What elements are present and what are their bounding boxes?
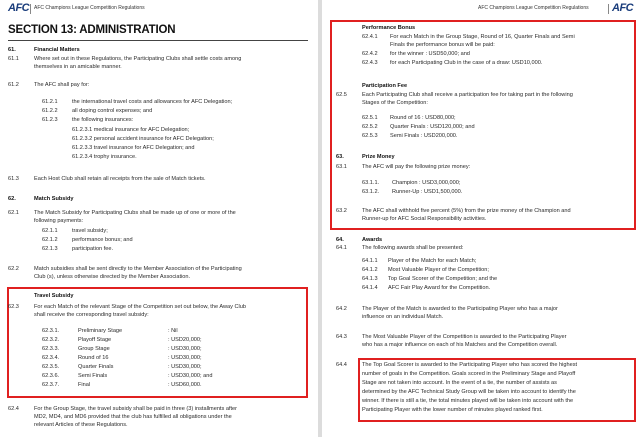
clause-text: determined by the AFC Technical Study Group will be taken into account to identify the xyxy=(362,389,576,395)
list-item-text: travel subsidy; xyxy=(72,228,108,234)
list-item-number: 61.2.3 xyxy=(42,117,58,123)
list-item-number: 63.1.1. xyxy=(362,180,380,186)
header-title: AFC Champions League Competition Regulations xyxy=(34,5,145,11)
clause-number: 61.3 xyxy=(8,176,19,182)
clause-text: who has a major influence on each of his Matches and the Competition overall. xyxy=(362,342,558,348)
clause-text: Club (s), unless otherwise directed by the Member Association. xyxy=(34,274,191,280)
clause-text: Runner-up for AFC Social Responsibility activities. xyxy=(362,216,487,222)
clause-text: Each Participating Club shall receive a participation fee for taking part in the following xyxy=(362,92,573,98)
list-item-number: 62.4.1 xyxy=(362,34,378,40)
list-item-text: Champion : USD3,000,000; xyxy=(392,180,461,186)
sub-list-item: 61.2.3.2 personal accident insurance for AFC Delegation; xyxy=(72,136,214,142)
clause-number: 61.1 xyxy=(8,56,19,62)
clause-text: The Most Valuable Player of the Competition is awarded to the Participating Player xyxy=(362,334,567,340)
clause-text: Each Host Club shall retain all receipts from the sale of Match tickets. xyxy=(34,176,206,182)
list-item-text: for the winner : USD50,000; and xyxy=(390,51,470,57)
travel-row-amount: : Nil xyxy=(168,328,178,334)
article-63-title: Prize Money xyxy=(362,154,395,160)
list-item-text: Semi Finals : USD200,000. xyxy=(390,133,458,139)
travel-row-number: 62.3.1. xyxy=(42,328,60,334)
list-item-text: Finals the performance bonus will be paid: xyxy=(390,42,495,48)
clause-text: The Player of the Match is awarded to the Participating Player who has a major xyxy=(362,306,558,312)
list-item-number: 64.1.1 xyxy=(362,258,378,264)
clause-text: The AFC will pay the following prize money: xyxy=(362,164,471,170)
travel-row-number: 62.3.5. xyxy=(42,364,60,370)
travel-row-stage: Group Stage xyxy=(78,346,110,352)
list-item-number: 64.1.3 xyxy=(362,276,378,282)
clause-text: Match subsidies shall be sent directly to the Member Association of the Participating xyxy=(34,266,242,272)
sub-list-item: 61.2.3.3 travel insurance for AFC Delegation; and xyxy=(72,145,195,151)
list-item-text: Most Valuable Player of the Competition; xyxy=(388,267,489,273)
travel-row-amount: : USD60,000. xyxy=(168,382,202,388)
clause-text: The following awards shall be presented: xyxy=(362,245,464,251)
list-item-number: 62.1.3 xyxy=(42,246,58,252)
clause-text: For each Match of the relevant Stage of the Competition set out below, the Away Club xyxy=(34,304,246,310)
clause-number: 62.5 xyxy=(336,92,347,98)
clause-text: themselves in an amicable manner. xyxy=(34,64,122,70)
participation-fee-title: Participation Fee xyxy=(362,83,408,89)
list-item-number: 63.1.2. xyxy=(362,189,380,195)
afc-logo: AFC xyxy=(612,2,634,14)
list-item-number: 62.1.1 xyxy=(42,228,58,234)
travel-row-number: 62.3.3. xyxy=(42,346,60,352)
list-item-text: for each Participating Club in the case of a draw: USD10,000. xyxy=(390,60,543,66)
list-item-text: Player of the Match for each Match; xyxy=(388,258,477,264)
travel-row-amount: : USD30,000; xyxy=(168,346,202,352)
travel-row-number: 62.3.2. xyxy=(42,337,60,343)
section-rule xyxy=(8,40,308,41)
clause-text: relevant Articles of these Regulations. xyxy=(34,422,128,428)
right-page xyxy=(322,0,641,437)
travel-row-number: 62.3.7. xyxy=(42,382,60,388)
list-item-text: Round of 16 : USD80,000; xyxy=(390,115,456,121)
header-divider xyxy=(30,4,31,14)
clause-number: 64.3 xyxy=(336,334,347,340)
clause-number: 62.4 xyxy=(8,406,19,412)
header-title: AFC Champions League Competition Regulations xyxy=(478,5,589,11)
travel-row-amount: : USD20,000; xyxy=(168,337,202,343)
clause-text: Stages of the Competition: xyxy=(362,100,428,106)
list-item-number: 62.5.1 xyxy=(362,115,378,121)
clause-text: Participating Player with the lower number of minutes played ranked first. xyxy=(362,407,543,413)
travel-subsidy-title: Travel Subsidy xyxy=(34,293,74,299)
list-item-text: all doping control expenses; and xyxy=(72,108,153,114)
list-item-text: the international travel costs and allowances for AFC Delegation; xyxy=(72,99,233,105)
article-64-number: 64. xyxy=(336,237,344,243)
list-item-text: AFC Fair Play Award for the Competition. xyxy=(388,285,491,291)
clause-text: The AFC shall pay for: xyxy=(34,82,90,88)
clause-text: The Match Subsidy for Participating Clubs shall be made up of one or more of the xyxy=(34,210,236,216)
article-61-title: Financial Matters xyxy=(34,47,80,53)
travel-row-amount: : USD30,000; xyxy=(168,355,202,361)
header-divider xyxy=(608,4,609,14)
list-item-number: 62.4.3 xyxy=(362,60,378,66)
clause-number: 64.1 xyxy=(336,245,347,251)
list-item-text: Top Goal Scorer of the Competition; and the xyxy=(388,276,498,282)
travel-row-stage: Quarter Finals xyxy=(78,364,114,370)
article-62-title: Match Subsidy xyxy=(34,196,74,202)
section-title: SECTION 13: ADMINISTRATION xyxy=(8,24,176,36)
clause-text: The Top Goal Scorer is awarded to the Participating Player who has scored the highest xyxy=(362,362,578,368)
clause-text: winner. If there is still a tie, the total minutes played will be taken into account with the xyxy=(362,398,574,404)
performance-bonus-title: Performance Bonus xyxy=(362,25,416,31)
list-item-number: 61.2.1 xyxy=(42,99,58,105)
clause-text: shall receive the corresponding travel subsidy: xyxy=(34,312,149,318)
clause-number: 63.2 xyxy=(336,208,347,214)
travel-row-number: 62.3.6. xyxy=(42,373,60,379)
list-item-number: 62.5.2 xyxy=(362,124,378,130)
list-item-number: 62.5.3 xyxy=(362,133,378,139)
clause-text: number of goals in the Competition. Goals scored in the Preliminary Stage and Playoff xyxy=(362,371,576,377)
list-item-text: performance bonus; and xyxy=(72,237,133,243)
travel-row-number: 62.3.4. xyxy=(42,355,60,361)
left-page xyxy=(0,0,318,437)
travel-row-stage: Final xyxy=(78,382,91,388)
clause-text: For the Group Stage, the travel subsidy shall be paid in three (3) installments after xyxy=(34,406,238,412)
sub-list-item: 61.2.3.4 trophy insurance. xyxy=(72,154,137,160)
article-64-title: Awards xyxy=(362,237,383,243)
clause-number: 62.1 xyxy=(8,210,19,216)
clause-text: influence on an individual Match. xyxy=(362,314,444,320)
article-61-number: 61. xyxy=(8,47,16,53)
clause-number: 62.3 xyxy=(8,304,19,310)
list-item-text: For each Match in the Group Stage, Round of 16, Quarter Finals and Semi xyxy=(390,34,575,40)
list-item-text: the following insurances: xyxy=(72,117,134,123)
clause-number: 63.1 xyxy=(336,164,347,170)
travel-row-stage: Round of 16 xyxy=(78,355,109,361)
clause-text: Stage are not taken into account. In the event of a tie, the number of assists as xyxy=(362,380,557,386)
sub-list-item: 61.2.3.1 medical insurance for AFC Delegation; xyxy=(72,127,190,133)
list-item-text: Quarter Finals : USD120,000; and xyxy=(390,124,475,130)
clause-number: 61.2 xyxy=(8,82,19,88)
list-item-number: 62.4.2 xyxy=(362,51,378,57)
clause-text: Where set out in these Regulations, the Participating Clubs shall settle costs among xyxy=(34,56,242,62)
list-item-text: participation fee. xyxy=(72,246,114,252)
clause-number: 64.4 xyxy=(336,362,347,368)
travel-row-stage: Preliminary Stage xyxy=(78,328,123,334)
clause-number: 64.2 xyxy=(336,306,347,312)
clause-text: following payments: xyxy=(34,218,84,224)
list-item-number: 64.1.4 xyxy=(362,285,378,291)
travel-row-stage: Semi Finals xyxy=(78,373,108,379)
clause-number: 62.2 xyxy=(8,266,19,272)
afc-logo: AFC xyxy=(8,2,30,14)
article-63-number: 63. xyxy=(336,154,344,160)
list-item-number: 62.1.2 xyxy=(42,237,58,243)
travel-row-amount: : USD30,000; and xyxy=(168,373,213,379)
list-item-number: 61.2.2 xyxy=(42,108,58,114)
clause-text: MD2, MD4, and MD6 provided that the club has fulfilled all obligations under the xyxy=(34,414,232,420)
article-62-number: 62. xyxy=(8,196,16,202)
list-item-number: 64.1.2 xyxy=(362,267,378,273)
clause-text: The AFC shall withhold five percent (5%) from the prize money of the Champion and xyxy=(362,208,571,214)
list-item-text: Runner-Up : USD1,500,000. xyxy=(392,189,463,195)
travel-row-stage: Playoff Stage xyxy=(78,337,112,343)
travel-row-amount: : USD30,000; xyxy=(168,364,202,370)
